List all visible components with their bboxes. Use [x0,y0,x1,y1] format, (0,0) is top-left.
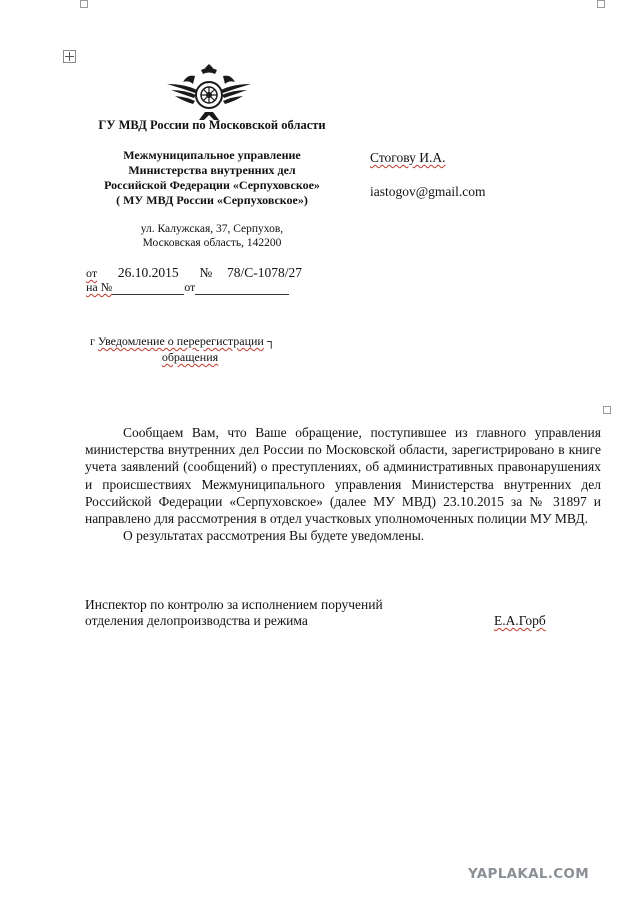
subject-line-1: Уведомление о перерегистрации [97,334,264,348]
org-name-line: Межмуниципальное управление [123,148,301,162]
document-date: 26.10.2015 [117,265,179,280]
org-address-block [62,222,362,250]
org-parent-name: ГУ МВД России по Московской области [98,118,326,132]
document-number: 78/С-1078/27 [226,265,302,280]
subject-line-2-wrap [90,350,290,365]
reference-row [86,280,289,295]
subject-block [90,334,275,349]
body-paragraph: О результатах рассмотрения Вы будете уведомлены. [123,528,425,544]
reference-number-blank [112,294,184,295]
subject-bracket-left: г [90,334,95,348]
address-line: Московская область, 142200 [142,237,282,249]
org-name-line: Министерства внутренних дел [128,163,296,177]
table-resize-handle-icon[interactable] [603,406,611,414]
org-name-line: Российской Федерации «Серпуховское» [104,178,320,192]
org-name-block [62,148,362,208]
document-date-number-row [86,265,302,281]
reference-date-blank [195,294,289,295]
signature-name: Е.А.Горб [494,613,546,628]
subject-bracket-right: ┐ [266,334,276,348]
subject-line-2: обращения [161,350,219,364]
reference-label: на № [86,280,113,294]
page-corner-marker [80,0,88,8]
letter-body [85,424,601,544]
site-watermark: YAPLAKAL.COM [468,866,589,882]
body-paragraph: Сообщаем Вам, что Ваше обращение, поступившее из главного управления министерства внутренних дел России по Московской области, зарегистрировано в книге учета заявлений (сообщений) о преступлениях, об административных правонарушениях и происшествиях Межмуниципального управления Министерства внутренних дел Российской Федерации «Серпуховское» (далее МУ МВД) 23.10.2015 за № 31897 и направлено для рассмотрения в отдел участковых уполномоченных полиции МУ МВД. [85,425,601,527]
reference-from-label: от [184,280,196,294]
date-label: от [86,266,98,280]
signature-title-line-2: отделения делопроизводства и режима [85,613,308,628]
table-move-handle-icon[interactable] [63,50,76,63]
page-corner-marker [597,0,605,8]
address-line: ул. Калужская, 37, Серпухов, [140,223,284,235]
number-label: № [199,265,213,280]
mvd-emblem-icon [165,62,253,122]
recipient-email: iastogov@gmail.com [370,184,486,199]
signature-title-line-1: Инспектор по контролю за исполнением поручений [85,597,383,612]
org-name-line: ( МУ МВД России «Серпуховское») [116,193,308,207]
recipient-name: Стогову И.А. [370,150,446,165]
